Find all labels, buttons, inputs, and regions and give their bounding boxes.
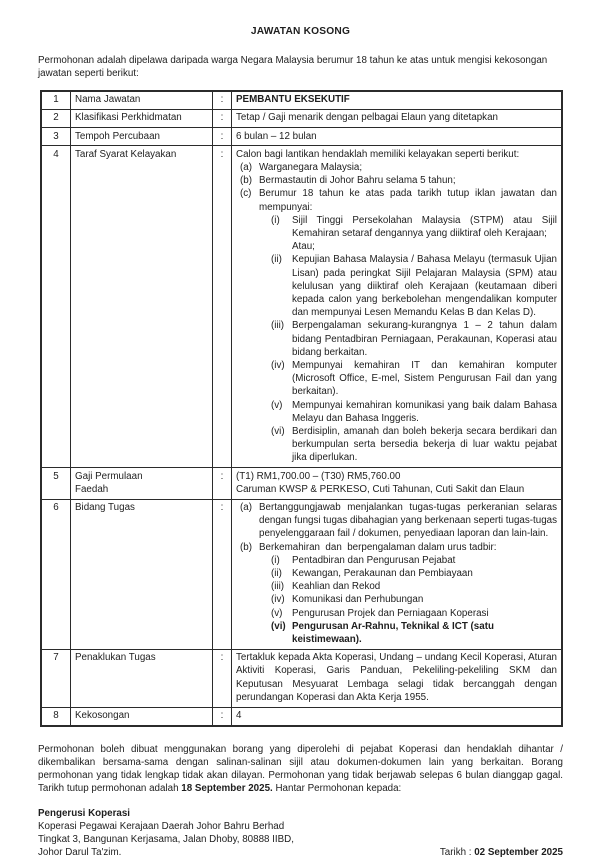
list-item-text: Mempunyai kemahiran IT dan kemahiran komputer (Microsoft Office, E-mel, Sistem Pengurusan Fail dan yang berkaitan). [292, 359, 557, 398]
salary-line: (T1) RM1,700.00 – (T30) RM5,760.00 [236, 470, 401, 482]
row-colon: : [213, 707, 232, 726]
table-row-penaklukan [41, 649, 562, 707]
table-row-kekosongan [41, 707, 562, 726]
list-item-text: Warganegara Malaysia; [259, 161, 363, 173]
list-marker: (i) [271, 214, 280, 226]
row-colon: : [213, 91, 232, 110]
row-label: Tempoh Percubaan [71, 128, 213, 146]
list-item-text: Pengurusan Projek dan Perniagaan Koperasi [292, 607, 489, 619]
table-row-nama-jawatan [41, 91, 562, 110]
row-colon: : [213, 649, 232, 707]
row-content: Tetap / Gaji menarik dengan pelbagai Elaun yang ditetapkan [232, 109, 563, 127]
row-colon: : [213, 499, 232, 649]
list-item [236, 253, 557, 319]
row-label-line: Faedah [75, 483, 109, 495]
row-number: 5 [41, 468, 71, 499]
table-row-bidang-tugas [41, 499, 562, 649]
job-title-value: PEMBANTU EKSEKUTIF [236, 94, 350, 106]
list-marker: (v) [271, 399, 283, 411]
table-row-klasifikasi [41, 109, 562, 127]
list-item [236, 187, 557, 213]
table-row-taraf-syarat [41, 146, 562, 468]
page-title: JAWATAN KOSONG [250, 26, 351, 37]
list-marker: (c) [240, 188, 252, 200]
list-marker: (iv) [271, 359, 285, 371]
list-item [236, 580, 557, 593]
list-item-text: Kewangan, Perakaunan dan Pembiayaan [292, 568, 473, 580]
list-item-text: Komunikasi dan Perhubungan [292, 594, 424, 606]
row-number: 4 [41, 146, 71, 468]
list-item-text: Berpengalaman sekurang-kurangnya 1 – 2 tahun dalam bidang Pentadbiran Perniagaan, Perakaunan, Koperasi atau bidang berkaitan. [292, 320, 557, 358]
list-item [236, 399, 557, 425]
row-content [232, 91, 563, 110]
list-marker: (b) [240, 175, 252, 187]
table-row-tempoh [41, 128, 562, 146]
list-marker: (iii) [271, 581, 285, 593]
row-number: 6 [41, 499, 71, 649]
row-content: 6 bulan – 12 bulan [232, 128, 563, 146]
list-marker: (v) [271, 607, 283, 619]
date-label: Tarikh : [439, 847, 472, 859]
list-marker: (vi) [271, 425, 285, 437]
list-marker: (iii) [271, 320, 285, 332]
row-label: Klasifikasi Perkhidmatan [71, 109, 213, 127]
row-number: 8 [41, 707, 71, 726]
list-marker: (vi) [271, 620, 286, 632]
list-item [236, 161, 557, 174]
requirements-intro: Calon bagi lantikan hendaklah memiliki kelayakan seperti berikut: [236, 148, 520, 160]
row-label: Bidang Tugas [71, 499, 213, 649]
closing-text-after: Hantar Permohonan kepada: [272, 783, 402, 795]
list-item-text: Pengurusan Ar-Rahnu, Teknikal & ICT (satu keistimewaan). [292, 620, 494, 646]
document-date [440, 846, 563, 859]
list-item [236, 501, 557, 541]
list-item [236, 319, 557, 359]
row-content [232, 499, 563, 649]
row-label: Nama Jawatan [71, 91, 213, 110]
list-item [236, 359, 557, 399]
list-marker: (b) [240, 541, 252, 553]
list-item [236, 620, 557, 646]
date-value: 02 September 2025 [474, 847, 563, 859]
list-item [236, 541, 557, 554]
list-item-text: Mempunyai kemahiran komunikasi yang baik dalam Bahasa Melayu dan Bahasa Inggeris. [292, 399, 557, 424]
row-label: Taraf Syarat Kelayakan [71, 146, 213, 468]
row-colon: : [213, 128, 232, 146]
list-item-extra: Atau; [292, 241, 315, 253]
list-item [236, 593, 557, 606]
list-item-text: Berumur 18 tahun ke atas pada tarikh tutup iklan jawatan dan mempunyai: [259, 188, 557, 213]
list-item-text: Berkemahiran dan berpengalaman dalam urus tadbir: [259, 541, 497, 553]
list-item [236, 174, 557, 187]
list-item [236, 554, 557, 567]
row-colon: : [213, 109, 232, 127]
row-number: 3 [41, 128, 71, 146]
list-item-text: Kepujian Bahasa Malaysia / Bahasa Melayu (termasuk Ujian Lisan) pada peringkat Sijil Pelajaran Malaysia (SPM) atau kelulusan yang diiktiraf oleh Kerajaan (keutamaan diberi kepada calon yang berkebolehan mengendalikan komputer dan mempunyai Lesen Memandu Kelas B dan Kelas D). [292, 254, 557, 319]
list-marker: (ii) [271, 254, 282, 266]
footer-row [38, 807, 563, 859]
row-colon: : [213, 468, 232, 499]
list-item [236, 214, 557, 254]
address-line: Tingkat 3, Bangunan Kerjasama, Jalan Dhoby, 80888 IIBD, [38, 833, 294, 845]
list-marker: (a) [240, 502, 252, 513]
address-line: Johor Darul Ta'zim. [38, 847, 122, 859]
row-number: 7 [41, 649, 71, 707]
list-item-text: Bertanggungjawab menjalankan tugas-tugas perkeranian selaras dengan fungsi tugas dibahagian yang berkenaan seperti tugas-tugas penyelenggaraan fail / dokumen, penyediaan laporan dan lain-lain. [259, 502, 557, 540]
table-row-gaji [41, 468, 562, 499]
row-colon: : [213, 146, 232, 468]
row-number: 2 [41, 109, 71, 127]
row-content [232, 468, 563, 499]
vacancy-count: 4 [232, 707, 563, 726]
list-item-text: Pentadbiran dan Pengurusan Pejabat [292, 554, 456, 566]
intro-paragraph: Permohonan adalah dipelawa daripada warga Negara Malaysia berumur 18 tahun ke atas untuk mengisi kekosongan jawatan seperti berikut: [38, 55, 548, 80]
list-item-text: Keahlian dan Rekod [292, 581, 381, 593]
address-line: Koperasi Pegawai Kerajaan Daerah Johor Bahru Berhad [38, 820, 285, 832]
row-label: Kekosongan [71, 707, 213, 726]
closing-paragraph [38, 743, 563, 796]
list-item [236, 607, 557, 620]
list-marker: (iv) [271, 594, 285, 606]
row-content: Tertakluk kepada Akta Koperasi, Undang – undang Kecil Koperasi, Aturan Aktiviti Koperasi, Garis Panduan, Pekeliling-pekeliling SKM dan Keputusan Mesyuarat Lembaga selagi tidak bercanggah dengan perundangan Koperasi dan Akta Kerja 1955. [232, 649, 563, 707]
row-label-line: Gaji Permulaan [75, 470, 143, 482]
closing-deadline-date: 18 September 2025. [181, 783, 273, 795]
row-content [232, 146, 563, 468]
list-item-text: Bermastautin di Johor Bahru selama 5 tahun; [259, 175, 456, 187]
closing-text-before: Permohonan boleh dibuat menggunakan borang yang diperolehi di pejabat Koperasi dan hendaklah dihantar / dikembalikan bersama-sama dengan salinan-salinan sijil atau dokumen-dokumen lain yang berkaitan. Borang permohonan yang tidak lengkap tidak akan dilayan. Permohonan yang tidak berjawab selepas 6 bulan dianggap gagal. Tarikh tutup permohonan adalah [38, 743, 563, 795]
address-recipient: Pengerusi Koperasi [38, 807, 131, 819]
list-marker: (i) [271, 554, 280, 566]
list-marker: (a) [240, 161, 252, 173]
address-block [38, 807, 294, 859]
benefits-line: Caruman KWSP & PERKESO, Cuti Tahunan, Cuti Sakit dan Elaun [236, 483, 525, 495]
vacancy-table [40, 90, 563, 727]
list-item [236, 567, 557, 580]
list-item-text: Sijil Tinggi Persekolahan Malaysia (STPM) atau Sijil Kemahiran setaraf dengannya yang diiktiraf oleh Kerajaan; [292, 214, 557, 239]
row-number: 1 [41, 91, 71, 110]
list-marker: (ii) [271, 568, 282, 580]
row-label: Penaklukan Tugas [71, 649, 213, 707]
list-item-text: Berdisiplin, amanah dan boleh bekerja secara berdikari dan berkumpulan serta bersedia bekerja di luar waktu pejabat jika diperlukan. [292, 425, 557, 464]
row-label [71, 468, 213, 499]
list-item [236, 425, 557, 465]
